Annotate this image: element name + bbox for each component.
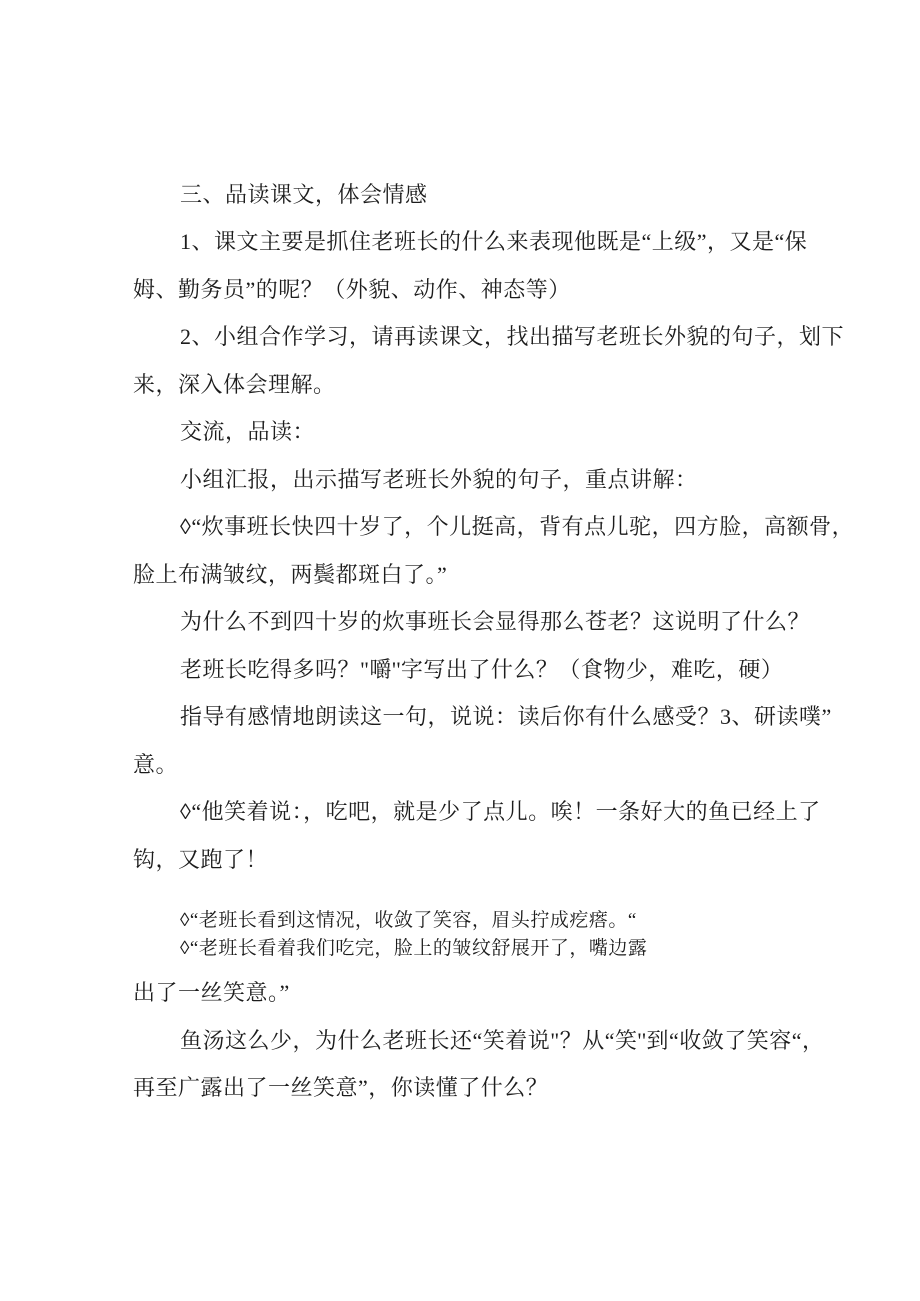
text-line: 交流，品读：: [180, 419, 316, 444]
text-line: 意。: [133, 752, 179, 777]
text-line: 老班长吃得多吗？"嚼''字写出了什么？（食物少，难吃，硬）: [180, 657, 784, 682]
quoted-sentence-line: ◊“他笑着说：，吃吧，就是少了点儿。唉！一条好大的鱼已经上了: [180, 799, 821, 824]
text-line: 指导有感情地朗读这一句，说说：读后你有什么感受？3、研读噗”: [180, 704, 832, 729]
text-line: 鱼汤这么少，为什么老班长还“笑着说"？从“笑''到“收敛了笑容“，: [180, 1028, 825, 1053]
text-line: 再至广露出了一丝笑意”，你读懂了什么？: [133, 1075, 549, 1100]
quoted-sentence-line: 出了一丝笑意。”: [133, 980, 290, 1005]
quoted-sentence-line: 钩，又跑了！: [133, 847, 269, 872]
text-line: 来，深入体会理解。: [133, 372, 336, 397]
section-heading: 三、品读课文，体会情感: [180, 182, 428, 207]
quoted-sentence-line: ◊“老班长看到这情况，收敛了笑容，眉头拧成疙瘩。“: [180, 910, 637, 931]
quoted-sentence-line: ◊“炊事班长快四十岁了，个儿挺高，背有点儿驼，四方脸，高额骨，: [180, 514, 855, 539]
text-line: 姆、勤务员”的呢？（外貌、动作、神态等）: [133, 277, 571, 302]
text-line: 小组汇报，出示描写老班长外貌的句子，重点讲解：: [180, 467, 698, 492]
quoted-sentence-line: 脸上布满皱纹，两鬓都斑白了。”: [133, 562, 448, 587]
quoted-sentence-line: ◊“老班长看着我们吃完，脸上的皱纹舒展开了，嘴边露: [180, 938, 648, 959]
text-line: 2、小组合作学习，请再读课文，找出描写老班长外貌的句子，划下: [180, 324, 845, 349]
text-line: 为什么不到四十岁的炊事班长会显得那么苍老？这说明了什么？: [180, 609, 811, 634]
text-line: 1、课文主要是抓住老班长的什么来表现他既是“上级”，又是“保: [180, 229, 808, 254]
